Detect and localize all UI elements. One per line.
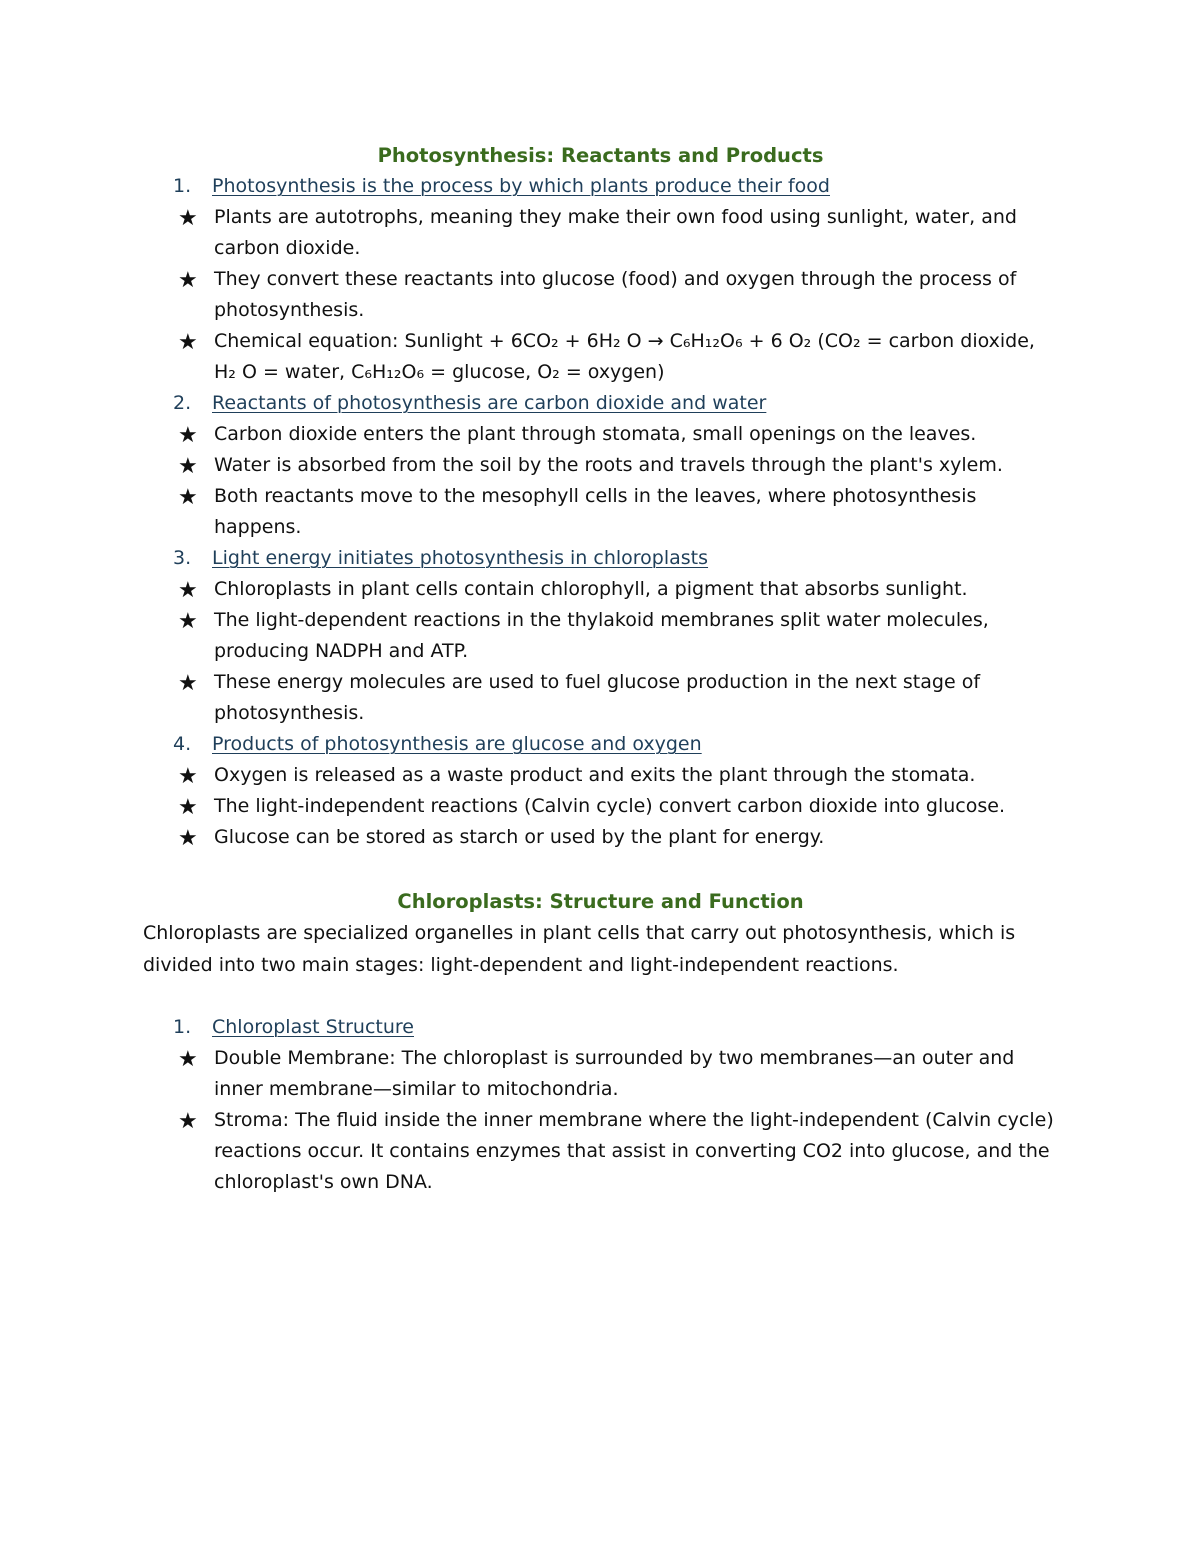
bullet-text: The light-independent reactions (Calvin cycle) convert carbon dioxide into glucose. (214, 795, 1005, 817)
numbered-item (143, 1012, 1058, 1198)
star-icon: ★ (178, 1047, 198, 1072)
bullet-item (143, 481, 1058, 543)
item-number: 3. (173, 547, 192, 569)
star-icon: ★ (178, 423, 198, 448)
topic-heading: Reactants of photosynthesis are carbon dioxide and water (212, 392, 767, 414)
bullet-item (143, 1043, 1058, 1105)
star-icon: ★ (178, 795, 198, 820)
bullet-text: The light-dependent reactions in the thylakoid membranes split water molecules, producing NADPH and ATP. (214, 609, 989, 662)
bullet-text: These energy molecules are used to fuel glucose production in the next stage of photosynthesis. (214, 671, 981, 724)
bullet-text: Chloroplasts in plant cells contain chlorophyll, a pigment that absorbs sunlight. (214, 578, 968, 600)
bullet-item (143, 264, 1058, 326)
star-icon: ★ (178, 609, 198, 634)
bullet-item (143, 667, 1058, 729)
item-number: 1. (173, 1016, 192, 1038)
bullet-text: Carbon dioxide enters the plant through stomata, small openings on the leaves. (214, 423, 977, 445)
intro-paragraph: Chloroplasts are specialized organelles in plant cells that carry out photosynthesis, which is divided into two main stages: light-dependent and light-independent reactions. (143, 922, 1016, 976)
document-page (143, 140, 1058, 1198)
bullet-item (143, 419, 1058, 450)
item-number: 4. (173, 733, 192, 755)
star-icon: ★ (178, 330, 198, 355)
bullet-text: Stroma: The fluid inside the inner membrane where the light-independent (Calvin cycle) reactions occur. It contains enzymes that assist in converting CO2 into glucose, and the chloroplast's own DNA. (214, 1109, 1054, 1193)
numbered-topic (143, 729, 1058, 760)
bullet-item (143, 202, 1058, 264)
numbered-topic (143, 543, 1058, 574)
star-icon: ★ (178, 268, 198, 293)
bullet-text: Both reactants move to the mesophyll cells in the leaves, where photosynthesis happens. (214, 485, 977, 538)
bullet-list (143, 1043, 1058, 1198)
section-heading-photosynthesis: Photosynthesis: Reactants and Products (377, 144, 824, 167)
bullet-item (143, 326, 1058, 388)
item-number: 1. (173, 175, 192, 197)
star-icon: ★ (178, 764, 198, 789)
bullet-list (143, 574, 1058, 729)
bullet-item (143, 605, 1058, 667)
bullet-text: Chemical equation: Sunlight + 6CO₂ + 6H₂ O → C₆H₁₂O₆ + 6 O₂ (CO₂ = carbon dioxide, H₂ O = water, C₆H₁₂O₆ = glucose, O₂ = oxygen) (214, 330, 1035, 383)
topic-heading: Photosynthesis is the process by which plants produce their food (212, 175, 830, 197)
bullet-item (143, 1105, 1058, 1198)
bullet-text: Glucose can be stored as starch or used by the plant for energy. (214, 826, 825, 848)
bullet-text: Oxygen is released as a waste product and exits the plant through the stomata. (214, 764, 976, 786)
star-icon: ★ (178, 578, 198, 603)
bullet-text: Water is absorbed from the soil by the roots and travels through the plant's xylem. (214, 454, 1003, 476)
bullet-item (143, 450, 1058, 481)
bullet-item (143, 822, 1058, 853)
numbered-item (143, 388, 1058, 543)
numbered-topic (143, 1012, 1058, 1043)
star-icon: ★ (178, 826, 198, 851)
topic-heading: Light energy initiates photosynthesis in chloroplasts (212, 547, 709, 569)
numbered-topic (143, 388, 1058, 419)
bullet-item (143, 574, 1058, 605)
star-icon: ★ (178, 485, 198, 510)
bullet-item (143, 760, 1058, 791)
item-number: 2. (173, 392, 192, 414)
topic-heading: Products of photosynthesis are glucose and oxygen (212, 733, 702, 755)
bullet-text: Double Membrane: The chloroplast is surrounded by two membranes—an outer and inner membrane—similar to mitochondria. (214, 1047, 1015, 1100)
section-heading-chloroplasts: Chloroplasts: Structure and Function (397, 890, 804, 913)
numbered-item (143, 171, 1058, 388)
numbered-item (143, 729, 1058, 853)
star-icon: ★ (178, 671, 198, 696)
numbered-topic (143, 171, 1058, 202)
bullet-text: Plants are autotrophs, meaning they make their own food using sunlight, water, and carbon dioxide. (214, 206, 1017, 259)
bullet-item (143, 791, 1058, 822)
paragraph-spacer (143, 981, 1058, 1012)
star-icon: ★ (178, 454, 198, 479)
numbered-item (143, 543, 1058, 729)
bullet-list (143, 202, 1058, 388)
star-icon: ★ (178, 206, 198, 231)
bullet-list (143, 419, 1058, 543)
star-icon: ★ (178, 1109, 198, 1134)
topic-heading: Chloroplast Structure (212, 1016, 414, 1038)
bullet-text: They convert these reactants into glucose (food) and oxygen through the process of photosynthesis. (214, 268, 1017, 321)
bullet-list (143, 760, 1058, 853)
